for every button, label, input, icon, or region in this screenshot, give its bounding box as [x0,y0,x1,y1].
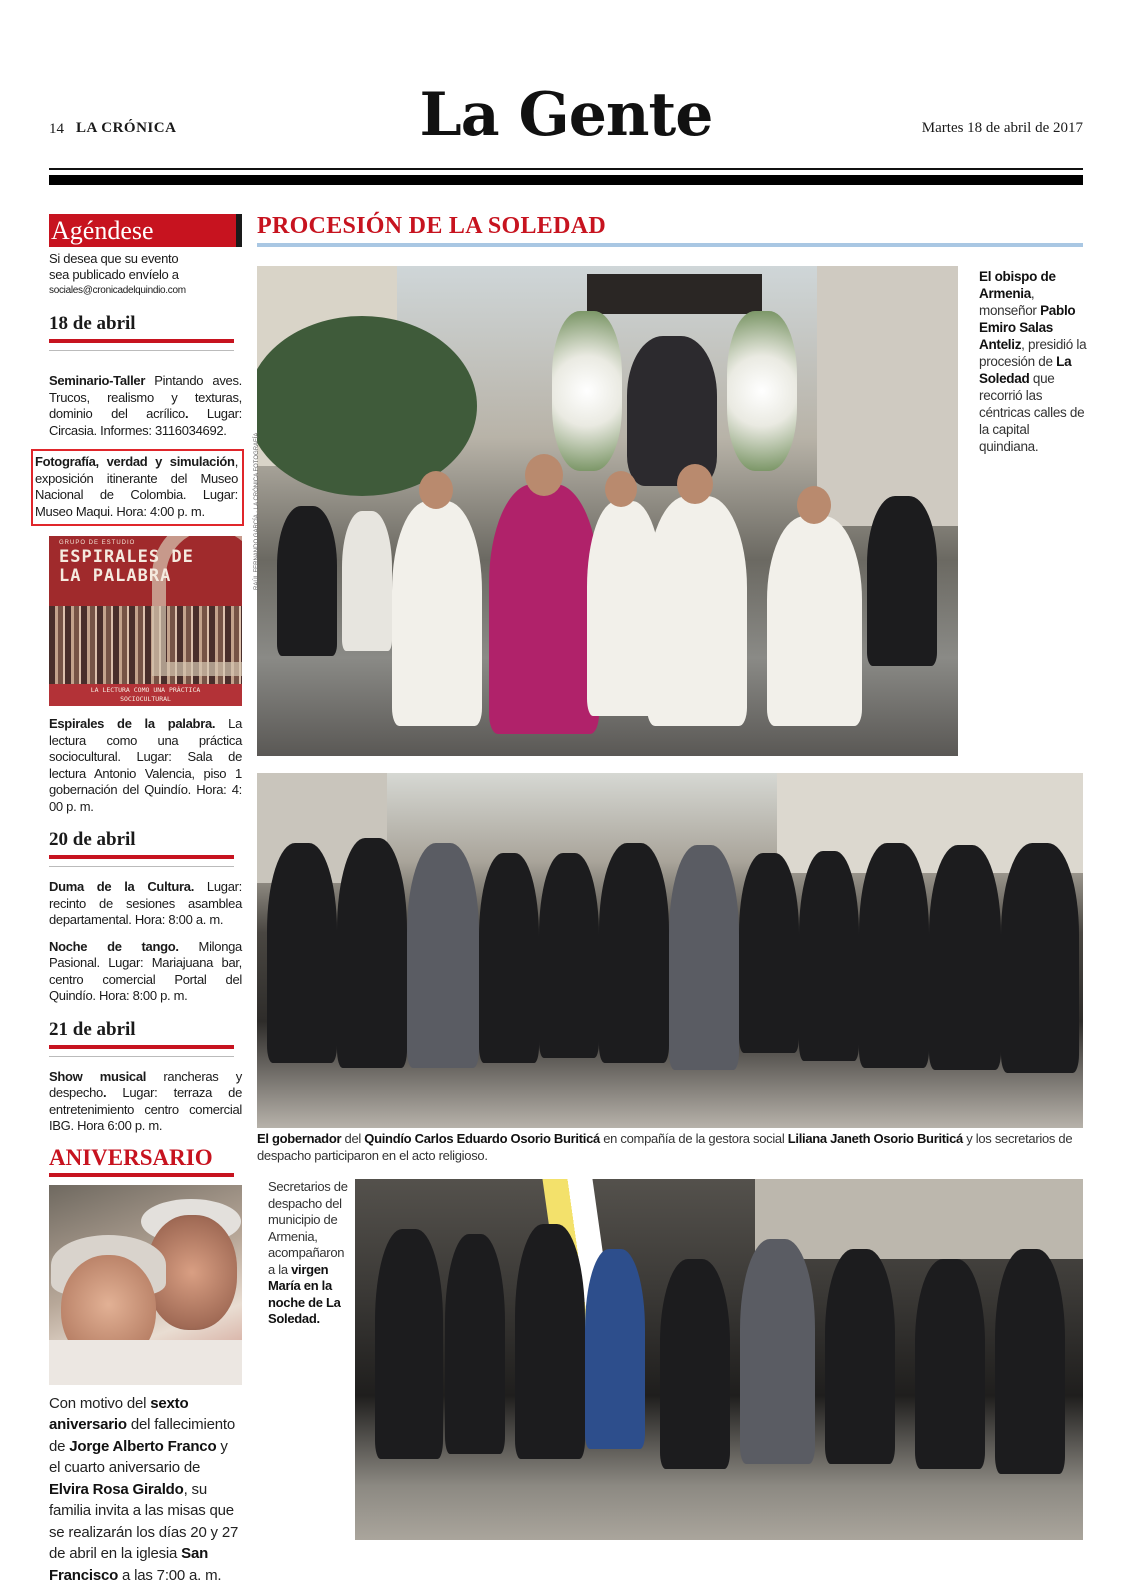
photo-shape [552,311,622,471]
photo-shape [337,838,407,1068]
event-text: Pintando aves. Trucos, realismo y texturas, dominio del acrílico [49,373,242,421]
photo-shape [445,1234,505,1454]
photo-shape [277,506,337,656]
photo-shape [627,336,717,486]
event-text: Milonga Pasional. Lugar: Mariajuana bar, centro comercial Portal del Quindío. Hora: 8:00 p. m. [49,938,242,1003]
book-kicker: GRUPO DE ESTUDIO [59,540,136,546]
photo-shape [915,1259,985,1469]
article-title: PROCESIÓN DE LA SOLEDAD [257,213,606,239]
photo-shape [267,843,337,1063]
caption-bold: Pablo Emiro Salas Anteliz [979,303,1076,352]
photo-shape [799,851,859,1061]
text-bold: Jorge Alberto Franco [69,1437,217,1455]
event-seminario [49,373,242,439]
photo-shape [407,843,479,1068]
caption-text: en compañía de la gestora social [599,1131,788,1146]
caption-bold: Liliana Janeth Osorio Buriticá [787,1131,963,1146]
book-strip-line-1: LA LECTURA COMO UNA PRÁCTICA [90,686,201,694]
aniversario-title: ANIVERSARIO [49,1145,234,1177]
photo-shape [585,1249,645,1449]
book-cover-image [49,536,242,706]
caption-text: y los secretarios de despacho participaron en el acto religioso. [257,1131,1073,1163]
text-bold: sexto aniversario [49,1394,189,1433]
photo-shape [797,486,831,524]
event-espirales [49,716,242,815]
text: a las 7:00 a. m. [118,1566,222,1584]
intro-line-1: Si desea que su evento [49,251,179,266]
event-title: Duma de la Cultura. [49,879,195,894]
text: , su familia invita a las misas que se realizarán los días 20 y 27 de abril en la iglesia [49,1480,239,1562]
caption-governor [257,1131,1083,1164]
photo-shape [599,843,669,1063]
text: del fallecimiento de [49,1416,235,1455]
header-rule-thin [49,168,1083,170]
photo-shape [755,1179,1083,1259]
contact-email: sociales@cronicadelquindio.com [49,285,186,296]
caption-text: , monseñor [979,286,1041,318]
caption-text: Secretarios de despacho del municipio de Armenia, acompañaron a la [268,1179,348,1277]
caption-secretaries [268,1179,350,1328]
event-text: La lectura como una práctica sociocultural. Lugar: Sala de lectura Antonio Valencia, piso 1 gobernación del Quindío. Hora: 4: 00 p. m. [49,716,242,814]
photo-shape [825,1249,895,1464]
event-duma [49,879,242,929]
date-heading-21: 21 de abril [49,1019,234,1049]
event-text-more: Lugar: terraza de entretenimiento centro comercial IBG. Hora 6:00 p. m. [49,1085,242,1133]
photo-credit: RAÚL FERNANDO GARCÍA · LA CRÓNICA FOTOGRAFÍA [254,432,260,590]
agenda-column [35,214,243,1586]
photo-shape [392,501,482,726]
photo-shape [739,853,799,1053]
procession-photo [257,266,958,756]
book-title [59,548,194,586]
photo-shape [515,1224,585,1459]
caption-bold: Quindío Carlos Eduardo Osorio Buriticá [364,1131,600,1146]
couple-photo [49,1185,242,1385]
photo-shape [49,1340,242,1385]
caption-text: , presidió la procesión de [979,337,1087,369]
photo-shape [539,853,599,1058]
event-text: , exposición itinerante del Museo Nacional de Colombia. Lugar: Museo Maqui. Hora: 4:00 p. m. [35,454,238,519]
event-sep: . [102,1085,107,1100]
event-fotografia-highlighted [31,449,244,526]
photo-shape [727,311,797,471]
masthead [49,80,1083,150]
book-title-line-2: LA PALABRA [59,566,172,586]
photo-shape [867,496,937,666]
photo-shape [375,1229,443,1459]
agenda-intro [49,251,242,299]
caption-bold: La Soledad [979,354,1072,386]
photo-shape [587,274,762,314]
caption-bold: El obispo de Armenia [979,269,1056,301]
photo-shape [995,1249,1065,1474]
photo-shape [489,484,599,734]
photo-shape [669,845,739,1070]
photo-shape [647,496,747,726]
photo-shape [525,454,563,496]
photo-shape [767,516,862,726]
event-title: Show musical [49,1068,147,1084]
photo-shape [660,1259,730,1469]
photo-shape [342,511,392,651]
photo-shape [605,471,637,507]
article-heading [257,213,1083,247]
photo-shape [677,464,713,504]
book-title-line-1: ESPIRALES DE [59,547,194,567]
date-heading-20: 20 de abril [49,829,234,859]
event-tango [49,939,242,1005]
event-title: Seminario-Taller [49,373,146,388]
photo-shape [257,316,477,496]
caption-text: que recorrió las céntricas calles de la capital quindiana. [979,371,1085,454]
text: Con motivo del [49,1394,151,1412]
photo-shape [1001,843,1079,1073]
header-rule-thick [49,175,1083,185]
book-strip-line-2: SOCIOCULTURAL [120,695,171,703]
text: y el cuarto aniversario de [49,1437,228,1476]
caption-text: del [341,1131,365,1146]
issue-date: Martes 18 de abril de 2017 [921,120,1083,136]
caption-bishop [979,268,1087,455]
page-number: 14 [49,121,64,137]
intro-line-2: sea publicado envíelo a [49,267,179,282]
photo-shape [419,471,453,509]
agenda-title: Agéndese [49,214,242,247]
event-sep: . [184,406,189,421]
event-title: Noche de tango. [49,938,179,954]
caption-bold: virgen María en la noche de La Soledad. [268,1261,341,1326]
event-text-more: Lugar: Circasia. Informes: 3116034692. [49,406,242,438]
governor-group-photo [257,773,1083,1128]
event-title: Fotografía, verdad y simulación [35,454,235,469]
photo-shape [817,266,958,526]
caption-bold: El gobernador [257,1131,342,1146]
event-text: Lugar: recinto de sesiones asamblea departamental. Hora: 8:00 a. m. [49,879,242,927]
photo-shape [479,853,539,1063]
date-heading-18: 18 de abril [49,313,234,343]
section-title: La Gente [419,80,713,150]
text-bold: Elvira Rosa Giraldo [49,1480,184,1498]
event-title: Espirales de la palabra. [49,716,216,731]
event-show-musical [49,1069,242,1135]
event-text: rancheras y despecho [49,1068,243,1100]
secretaries-walking-photo [355,1179,1083,1540]
text-bold: San Francisco [49,1545,209,1584]
photo-shape [929,845,1001,1070]
book-strip [49,684,242,706]
photo-shape [859,843,929,1068]
newspaper-name: LA CRÓNICA [76,120,177,136]
photo-shape [740,1239,815,1464]
aniversario-text [49,1393,242,1587]
